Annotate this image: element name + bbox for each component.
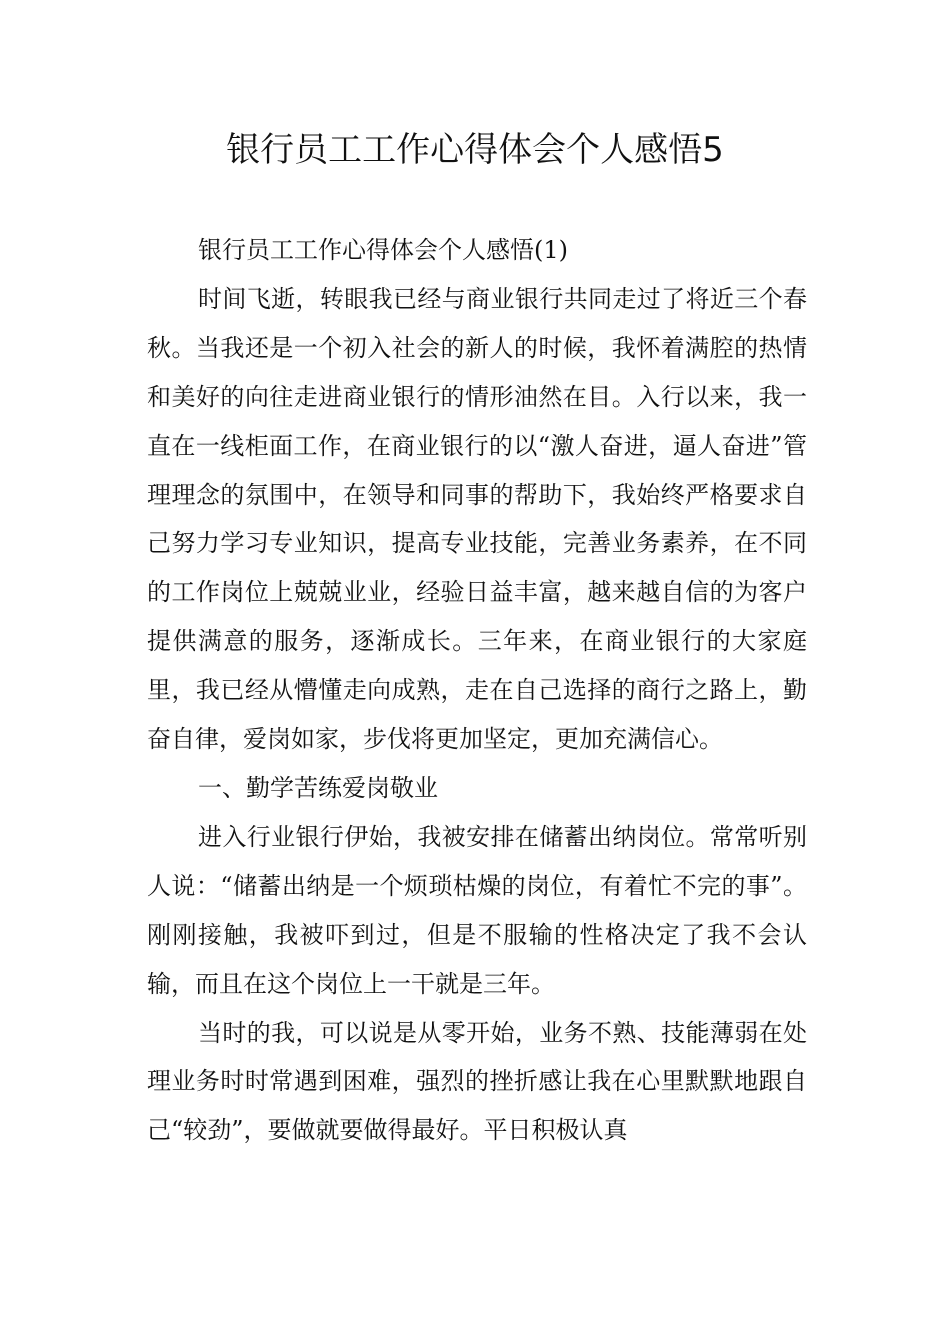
paragraph-subtitle: 银行员工工作心得体会个人感悟(1) [198,236,568,264]
paragraph-beginning: 当时的我，可以说是从零开始，业务不熟、技能薄弱在处理业务时时常遇到困难，强烈的挫折感让我在心里默默地跟自己“较劲”，要做就要做得最好。平日积极认真 [147,1018,807,1145]
paragraph-intro: 时间飞逝，转眼我已经与商业银行共同走过了将近三个春秋。当我还是一个初入社会的新人的时候，我怀着满腔的热情和美好的向往走进商业银行的情形油然在目。入行以来，我一直在一线柜面工作，在商业银行的以“激人奋进，逼人奋进”管理理念的氛围中，在领导和同事的帮助下，我始终严格要求自己努力学习专业知识，提高专业技能，完善业务素养，在不同的工作岗位上兢兢业业，经验日益丰富，越来越自信的为客户提供满意的服务，逐渐成长。三年来，在商业银行的大家庭里，我已经从懵懂走向成熟，走在自己选择的商行之路上，勤奋自律，爱岗如家，步伐将更加坚定，更加充满信心。 [147,284,807,754]
section-heading: 一、勤学苦练爱岗敬业 [198,773,438,802]
page-title: 银行员工工作心得体会个人感悟5 [226,130,724,170]
paragraph-position: 进入行业银行伊始，我被安排在储蓄出纳岗位。常常听别人说：“储蓄出纳是一个烦琐枯燥的岗位，有着忙不完的事”。刚刚接触，我被吓到过，但是不服输的性格决定了我不会认输，而且在这个岗位上一干就是三年。 [147,822,807,998]
document-body [147,226,807,1155]
